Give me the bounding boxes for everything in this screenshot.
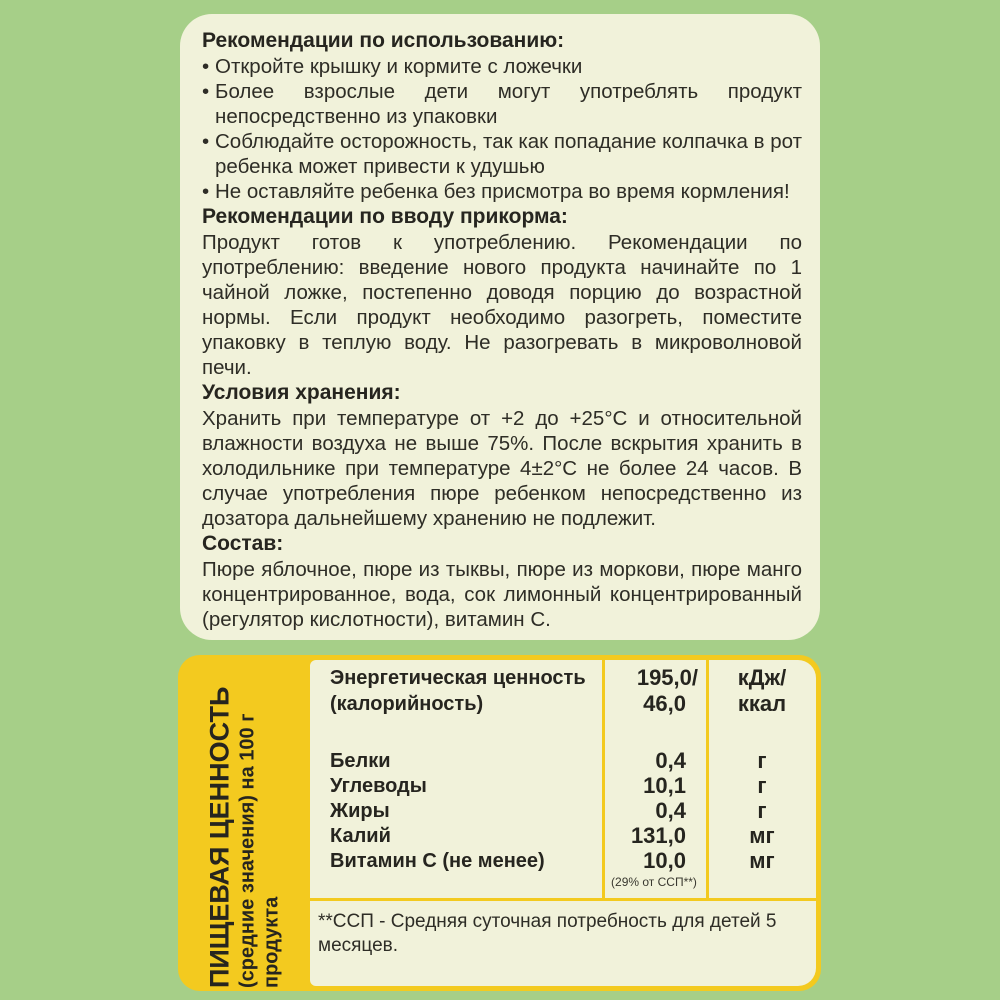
energy-unit-kj: кДж/ bbox=[737, 665, 787, 690]
nutrition-subtitle: (средние значения) на 100 г продукта bbox=[236, 713, 283, 988]
nutrition-side-label bbox=[178, 655, 310, 991]
energy-label: Энергетическая ценность bbox=[330, 667, 586, 689]
storage-text: Хранить при температуре от +2 до +25°С и относительной влажности воздуха не выше 75%. После вскрытия хранить в холодильнике при температуре 4±2°С не более 24 часов. В случае употребления пюре ребенком непосредственно из дозатора дальнейшему хранению не подлежит. bbox=[202, 407, 802, 530]
feeding-text: Продукт готов к употреблению. Рекомендации по употреблению: введение нового продукта начинайте по 1 чайной ложке, постепенно доводя порцию до возрастной нормы. Если продукт необходимо разогреть, поместите упаковку в теплую воду. Не разогревать в микроволновой печи. bbox=[202, 231, 802, 379]
composition-heading: Состав: bbox=[202, 532, 284, 555]
energy-value-kcal: 46,0 bbox=[643, 691, 686, 716]
nutrient-unit-fat: г bbox=[757, 798, 767, 823]
nutrient-label-fat: Жиры bbox=[330, 800, 390, 822]
nutrient-label-protein: Белки bbox=[330, 750, 391, 772]
nutrient-unit-carbs: г bbox=[757, 773, 767, 798]
nutrient-label-vitamin-c: Витамин С (не менее) bbox=[330, 850, 545, 872]
nutrient-value-vitamin-c: 10,0 bbox=[643, 848, 686, 873]
nutrient-value-fat: 0,4 bbox=[655, 798, 686, 823]
nutrient-label-potassium: Калий bbox=[330, 825, 391, 847]
nutrition-title: ПИЩЕВАЯ ЦЕННОСТЬ bbox=[204, 686, 235, 988]
footnote-divider bbox=[310, 898, 816, 901]
nutrient-unit-protein: г bbox=[757, 748, 767, 773]
vitamin-c-note: (29% от ССП**) bbox=[611, 875, 697, 889]
usage-list bbox=[202, 54, 802, 204]
energy-unit-kcal: ккал bbox=[737, 691, 787, 716]
usage-heading: Рекомендации по использованию: bbox=[202, 29, 565, 52]
nutrient-value-carbs: 10,1 bbox=[643, 773, 686, 798]
usage-item: • Соблюдайте осторожность, так как попадание колпачка в рот ребенка может привести к удушью bbox=[202, 129, 802, 179]
nutrient-unit-vitamin-c: мг bbox=[749, 848, 775, 873]
nutrient-value-protein: 0,4 bbox=[655, 748, 686, 773]
storage-heading: Условия хранения: bbox=[202, 381, 401, 404]
energy-label-sub: (калорийность) bbox=[330, 693, 484, 715]
column-divider bbox=[602, 660, 605, 900]
usage-item: • Более взрослые дети могут употреблять продукт непосредственно из упаковки bbox=[202, 79, 802, 129]
energy-value-kj: 195,0/ bbox=[636, 665, 698, 690]
column-divider bbox=[706, 660, 709, 900]
footnote: **ССП - Средняя суточная потребность для детей 5 месяцев. bbox=[318, 911, 777, 956]
nutrient-unit-potassium: мг bbox=[749, 823, 775, 848]
usage-item: • Откройте крышку и кормите с ложечки bbox=[202, 54, 802, 79]
nutrient-label-carbs: Углеводы bbox=[330, 775, 427, 797]
instructions-card bbox=[180, 14, 820, 640]
usage-item: • Не оставляйте ребенка без присмотра во время кормления! bbox=[202, 179, 802, 204]
feeding-heading: Рекомендации по вводу прикорма: bbox=[202, 205, 568, 228]
nutrient-value-potassium: 131,0 bbox=[630, 823, 686, 848]
composition-text: Пюре яблочное, пюре из тыквы, пюре из моркови, пюре манго концентрированное, вода, сок лимонный концентрированный (регулятор кислотности), витамин С. bbox=[202, 558, 802, 631]
